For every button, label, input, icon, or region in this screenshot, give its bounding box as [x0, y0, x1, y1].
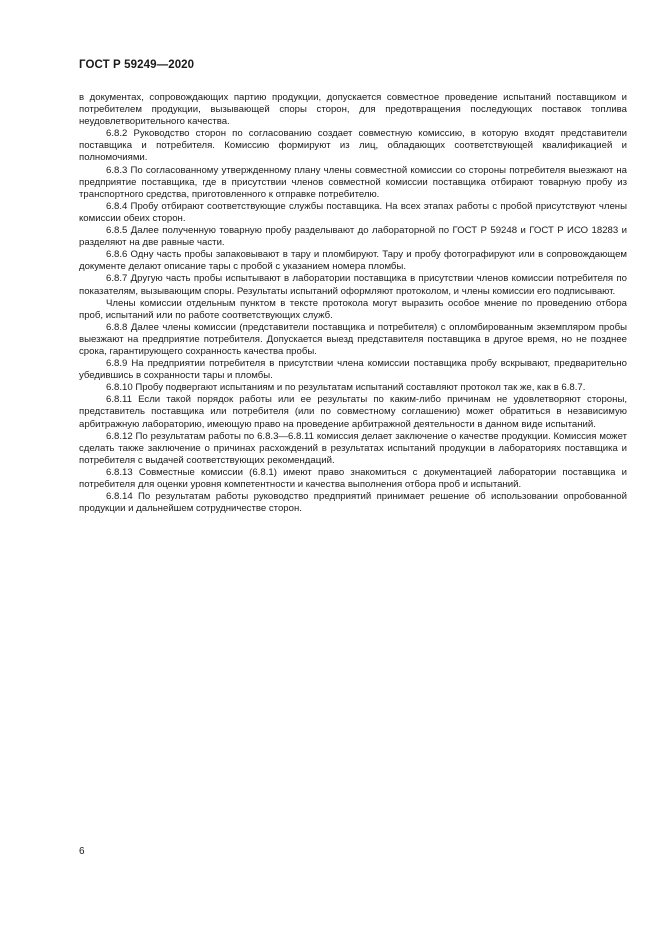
page-number: 6 — [79, 846, 85, 857]
paragraph-commission-opinion: Члены комиссии отдельным пунктом в тексте протокола могут выразить особое мнение по проведению отбора проб, испытаний или по работе соответствующих служб. — [79, 297, 627, 321]
paragraph-6-8-12: 6.8.12 По результатам работы по 6.8.3—6.8.11 комиссия делает заключение о качестве продукции. Комиссия может сделать также заключение о причинах расхождений в результатах испытаний продукции в лабораториях поставщика и потребителя с выдачей соответствующих рекомендаций. — [79, 430, 627, 466]
paragraph-6-8-10: 6.8.10 Пробу подвергают испытаниям и по результатам испытаний составляют протокол так же, как в 6.8.7. — [106, 382, 586, 394]
paragraph-6-8-14: 6.8.14 По результатам работы руководство предприятий принимает решение об использовании опробованной продукции и дальнейшем сотрудничестве сторон. — [79, 491, 627, 515]
paragraph-6-8-3: 6.8.3 По согласованному утвержденному плану члены совместной комиссии со стороны потребителя выезжают на предприятие поставщика, где в присутствии членов совместной комиссии поставщика отбирают товарную пробу из транспортного средства, приготовленного к отправке потребителю. — [79, 164, 627, 200]
paragraph-continuation: в документах, сопровождающих партию продукции, допускается совместное проведение испытаний поставщиком и потребителем продукции, вызывающей споры сторон, для предотвращения последующих поставок топлива неудовлетворительного качества. — [79, 92, 627, 128]
body-text — [79, 92, 627, 515]
document-header: ГОСТ Р 59249—2020 — [79, 59, 195, 71]
paragraph-6-8-4: 6.8.4 Пробу отбирают соответствующие службы поставщика. На всех этапах работы с пробой присутствуют члены комиссии обеих сторон. — [79, 200, 627, 224]
paragraph-6-8-7: 6.8.7 Другую часть пробы испытывают в лаборатории поставщика в присутствии членов комиссии потребителя по показателям, вызывающим споры. Результаты испытаний оформляют протоколом, и члены комиссии его подписывают. — [79, 273, 627, 297]
paragraph-6-8-5: 6.8.5 Далее полученную товарную пробу разделывают до лабораторной по ГОСТ Р 59248 и ГОСТ Р ИСО 18283 и разделяют на две равные части. — [79, 225, 627, 249]
paragraph-6-8-9: 6.8.9 На предприятии потребителя в присутствии члена комиссии поставщика пробу вскрывают, предварительно убедившись в сохранности тары и пломбы. — [79, 358, 627, 382]
paragraph-6-8-8: 6.8.8 Далее члены комиссии (представители поставщика и потребителя) с опломбированным экземпляром пробы выезжают на предприятие потребителя. Допускается выезд представителя поставщика в другое время, но не позднее срока, гарантирующего сохранность качества пробы. — [79, 321, 627, 357]
paragraph-6-8-13: 6.8.13 Совместные комиссии (6.8.1) имеют право знакомиться с документацией лаборатории поставщика и потребителя для оценки уровня компетентности и качества выполнения отбора проб и испытаний. — [79, 466, 627, 490]
paragraph-6-8-6: 6.8.6 Одну часть пробы запаковывают в тару и пломбируют. Тару и пробу фотографируют или в сопровождающем документе делают описание тары с пробой с указанием номера пломбы. — [79, 249, 627, 273]
paragraph-6-8-2: 6.8.2 Руководство сторон по согласованию создает совместную комиссию, в которую входят представители поставщика и потребителя. Комиссию формируют из лиц, обладающих соответствующей квалификацией и полномочиями. — [79, 128, 627, 164]
paragraph-6-8-11: 6.8.11 Если такой порядок работы или ее результаты по каким-либо причинам не удовлетворяют стороны, представитель поставщика или потребителя (или по совместному соглашению) может обратиться в независимую арбитражную лабораторию, имеющую право на проведение арбитражной деятельности в данном виде испытаний. — [79, 394, 627, 430]
